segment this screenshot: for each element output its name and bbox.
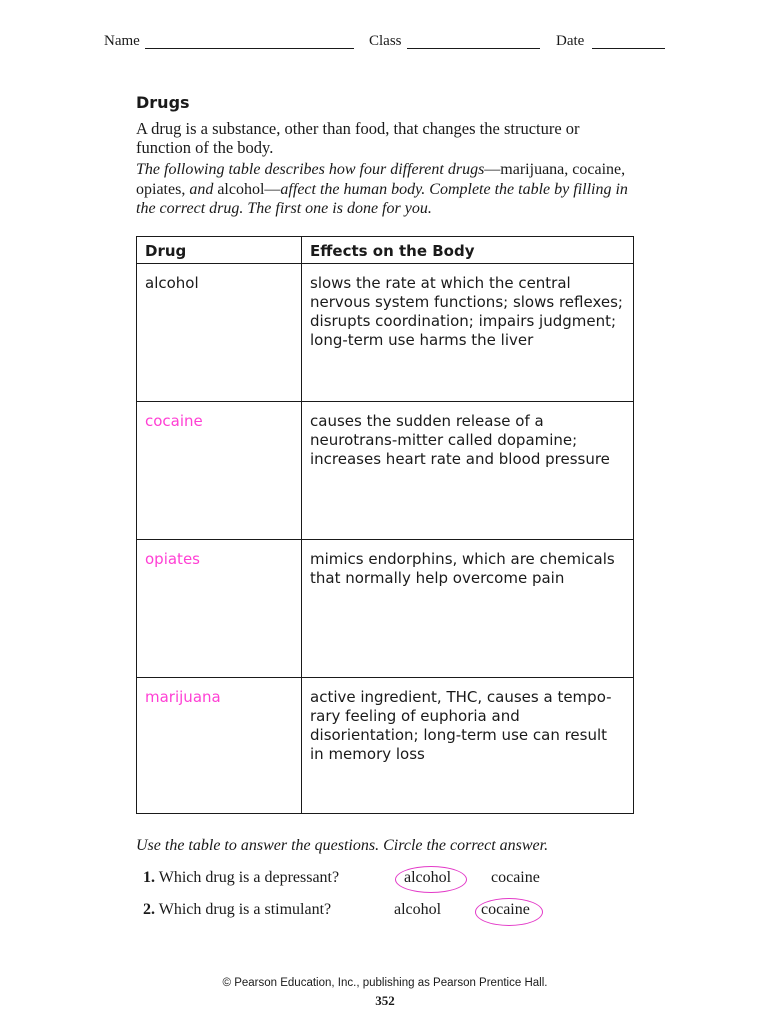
date-label: Date: [556, 33, 585, 49]
instructions-part2: and: [185, 180, 218, 198]
answer-circle: [475, 898, 543, 926]
page-number: 352: [375, 993, 395, 1008]
question-2-option-alcohol[interactable]: alcohol: [394, 901, 442, 918]
section-title: Drugs: [136, 93, 190, 112]
table-row: [137, 678, 634, 814]
class-field[interactable]: [407, 48, 540, 49]
drug-cell: alcohol: [137, 264, 302, 402]
questions-instruction: Use the table to answer the questions. Circle the correct answer.: [136, 837, 549, 854]
table-header-row: [137, 237, 634, 264]
question-2: [143, 901, 331, 919]
question-text: Which drug is a stimulant?: [158, 901, 332, 918]
name-label: Name: [104, 33, 140, 49]
effects-cell: slows the rate at which the central nervous system functions; slows reflexes; disrupts coordination; impairs judgment; long-term use harms the liver: [302, 264, 634, 402]
question-text: Which drug is a depressant?: [158, 869, 340, 886]
instructions-part1: The following table describes how four different drugs: [136, 161, 485, 178]
question-2-option-cocaine[interactable]: cocaine: [481, 901, 530, 918]
instructions-drug-list: —marijuana, cocaine, opiates,: [136, 161, 626, 198]
table-row: [137, 540, 634, 678]
instructions-part3: affect the human body. Complete the table by filling in the correct drug. The first one is done for you.: [136, 180, 628, 217]
question-number: 2.: [143, 901, 155, 918]
header-effects: Effects on the Body: [302, 237, 634, 264]
copyright-footer: © Pearson Education, Inc., publishing as Pearson Prentice Hall.: [222, 977, 548, 989]
question-number: 1.: [143, 869, 155, 886]
answer-circle: [395, 866, 467, 893]
table-row: [137, 402, 634, 540]
drug-answer-cell[interactable]: opiates: [137, 540, 302, 678]
name-field[interactable]: [145, 48, 354, 49]
effects-cell: mimics endorphins, which are chemicals that normally help overcome pain: [302, 540, 634, 678]
question-1: [143, 869, 339, 887]
question-1-option-cocaine[interactable]: cocaine: [491, 869, 540, 886]
drug-effects-table: [136, 236, 634, 814]
effects-cell: causes the sudden release of a neurotrans-mitter called dopamine; increases heart rate and blood pressure: [302, 402, 634, 540]
question-1-option-alcohol[interactable]: alcohol: [404, 869, 452, 886]
instructions: [136, 160, 636, 219]
class-label: Class: [369, 33, 402, 49]
table-row: [137, 264, 634, 402]
date-field[interactable]: [592, 48, 665, 49]
header-drug: Drug: [137, 237, 302, 264]
instructions-alcohol: alcohol—: [217, 180, 281, 198]
drug-answer-cell[interactable]: marijuana: [137, 678, 302, 814]
effects-cell: active ingredient, THC, causes a tempo-rary feeling of euphoria and disorientation; long-term use can result in memory loss: [302, 678, 634, 814]
drug-answer-cell[interactable]: cocaine: [137, 402, 302, 540]
intro-text: A drug is a substance, other than food, that changes the structure or function of the body.: [136, 119, 580, 157]
